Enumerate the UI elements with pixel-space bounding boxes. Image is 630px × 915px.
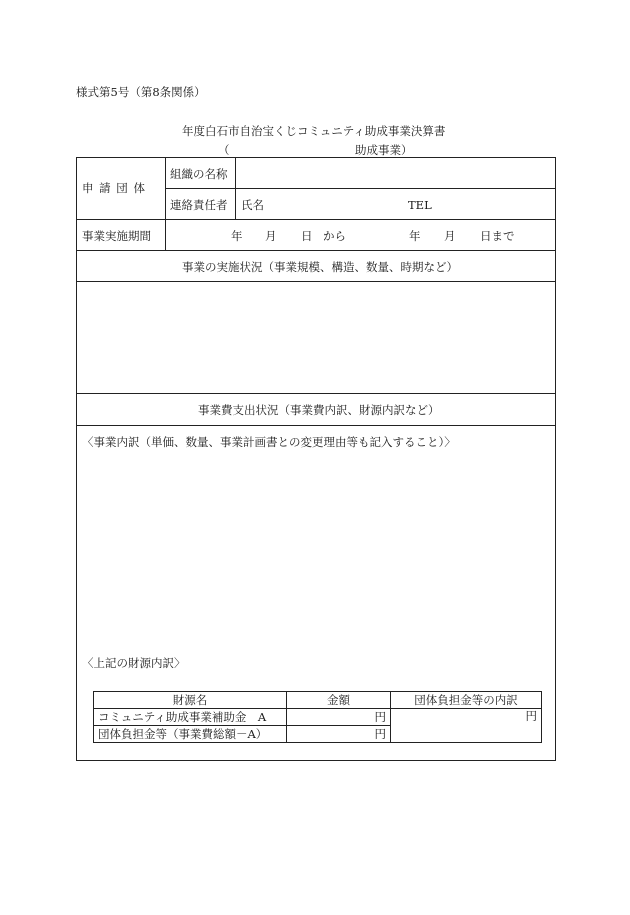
row-divider: [76, 250, 556, 251]
org-name-field[interactable]: [240, 166, 550, 182]
period-day-start: 日: [301, 229, 313, 243]
header-amount: 金額: [287, 692, 391, 709]
table-header-row: [94, 692, 542, 709]
applicant-label: 申 請 団 体: [82, 181, 146, 195]
form-number: 様式第5号（第8条関係）: [76, 85, 206, 99]
period-month-end: 月: [444, 229, 456, 243]
row-divider: [76, 393, 556, 394]
row-divider: [76, 281, 556, 282]
period-from: から: [323, 229, 346, 243]
source-cell: 団体負担金等（事業費総額－A）: [94, 726, 287, 743]
amount-cell[interactable]: 円: [287, 709, 391, 726]
implementation-header: 事業の実施状況（事業規模、構造、数量、時期など）: [182, 260, 458, 274]
table-row: [94, 709, 542, 726]
period-month-start: 月: [265, 229, 277, 243]
row-divider: [76, 425, 556, 426]
title-subsidy-suffix: 助成事業）: [355, 143, 413, 157]
implementation-content-area[interactable]: [80, 285, 550, 389]
breakdown-cell[interactable]: 円: [391, 709, 542, 743]
col-divider: [235, 157, 236, 219]
header-breakdown: 団体負担金等の内訳: [391, 692, 542, 709]
period-label: 事業実施期間: [82, 229, 151, 243]
funding-note: 〈上記の財源内訳〉: [82, 656, 186, 670]
name-label: 氏名: [241, 198, 264, 212]
tel-label: TEL: [408, 198, 432, 212]
period-year-start: 年: [231, 229, 243, 243]
amount-cell[interactable]: 円: [287, 726, 391, 743]
contact-label: 連絡責任者: [170, 198, 228, 212]
document-title: 年度白石市自治宝くじコミュニティ助成事業決算書: [182, 124, 446, 138]
expenditure-header: 事業費支出状況（事業費内訳、財源内訳など）: [198, 403, 440, 417]
period-year-end: 年: [409, 229, 421, 243]
col-divider: [165, 157, 166, 250]
row-divider: [165, 188, 555, 189]
breakdown-note: 〈事業内訳（単価、数量、事業計画書との変更理由等も記入すること）〉: [82, 435, 456, 449]
org-name-label: 組織の名称: [170, 167, 228, 181]
row-divider: [76, 219, 556, 220]
period-until: 日まで: [480, 229, 515, 243]
source-cell: コミュニティ助成事業補助金 A: [94, 709, 287, 726]
title-paren-open: （: [218, 143, 230, 157]
funding-table: [93, 691, 542, 743]
header-source: 財源名: [94, 692, 287, 709]
